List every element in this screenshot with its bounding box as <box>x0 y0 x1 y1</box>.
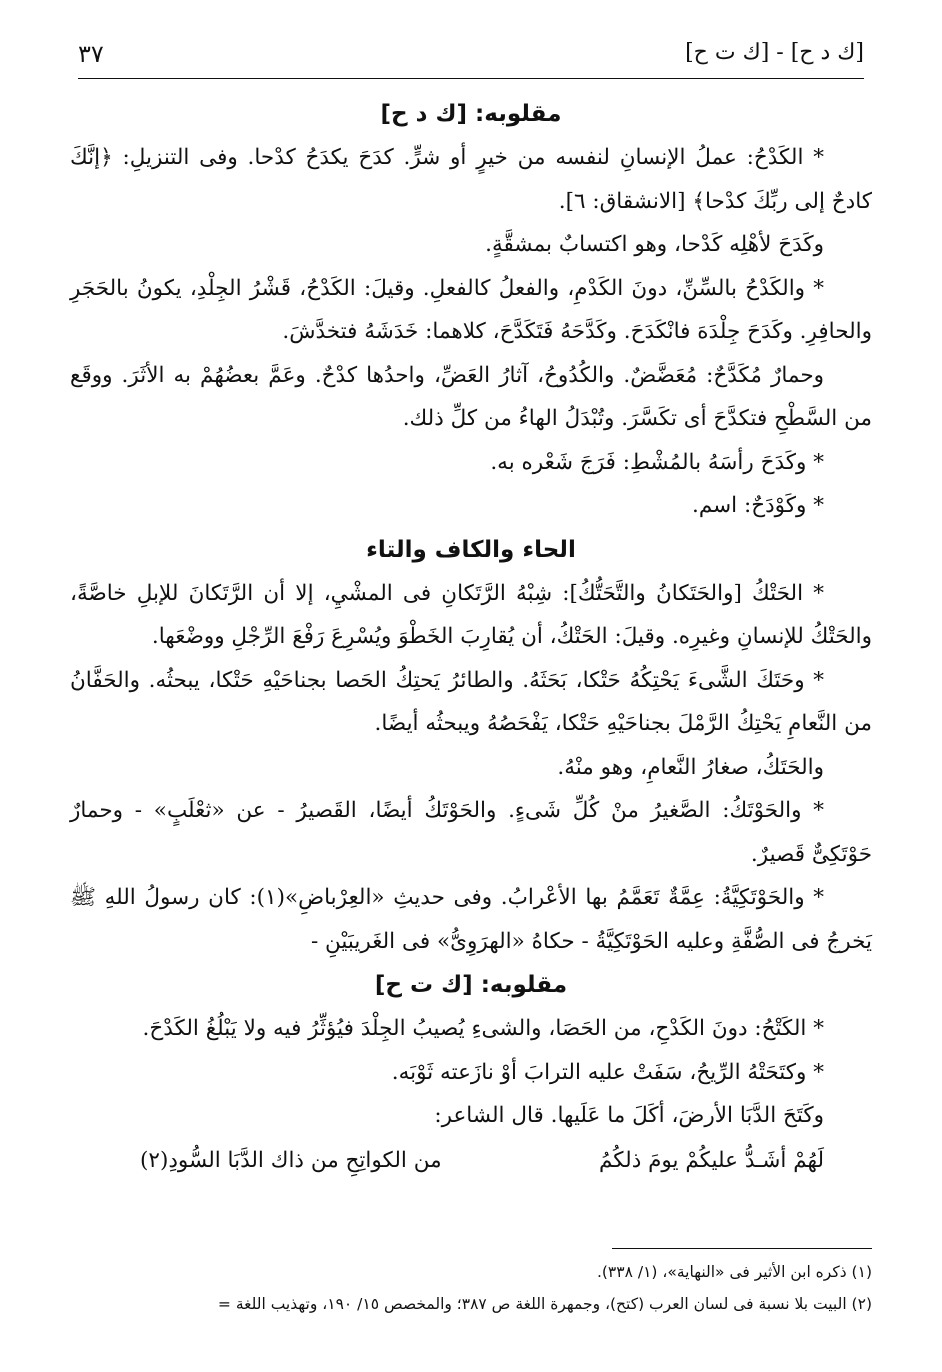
section-heading: مقلوبه: [ك د ح] <box>380 101 562 127</box>
page-header <box>78 38 864 79</box>
footnote: (٢) البيت بلا نسبة فى لسان العرب (كتح)، وجمهرة اللغة ص ٣٨٧؛ والمخصص ١٥/ ١٩٠، وتهذيب اللغة = <box>217 1295 872 1313</box>
section-heading: مقلوبه: [ك ت ح] <box>374 972 568 998</box>
footnote-separator <box>612 1248 872 1249</box>
verse-second-hemistich: من الكواتِحِ من ذاك الدَّبَا السُّودِ(٢) <box>140 1147 442 1173</box>
dictionary-entry: * وكتَحَتْهُ الرِّيحُ، سَفَتْ عليه الترابَ أوْ نازَعته ثَوْبَه. <box>391 1059 824 1085</box>
dictionary-entry: وكَدَحَ لأهْلِه كَدْحا، وهو اكتسابٌ بمشقَّةٍ. <box>485 232 824 257</box>
verse-first-hemistich: لَهُمْ أشَـدُّ عليكُمْ يومَ ذلكُمُ <box>598 1147 824 1173</box>
main-text <box>70 92 872 1184</box>
dictionary-entry: * الكَدْحُ: عملُ الإنسانِ لنفسه من خيرٍ أو شرٍّ. كدَحَ يكدَحُ كدْحا. وفى التنزيلِ: ﴿إنَّكَ كادحٌ إلى ربِّكَ كدْحا﴾ [الانشقاق: ٦]. <box>70 145 872 214</box>
page-number: ٣٧ <box>78 40 104 68</box>
dictionary-entry: * وكَوْدَحٌ: اسم. <box>692 493 824 518</box>
footnote: (١) ذكره ابن الأثير فى «النهاية»، (١/ ٣٣٨). <box>596 1263 872 1281</box>
section-heading: الحاء والكاف والتاء <box>366 536 576 563</box>
dictionary-entry: * والحَوْتَكِيَّةُ: عِمَّةٌ تَعَمَّمُ بها الأعْرابُ. وفى حديثِ «العِرْباضِ»(١): كان رسولُ اللهِ ﷺ يَخرجُ فى الصُّفَّةِ وعليه الحَوْتَكِيَّةُ - حكاهُ «الهرَوِىُّ» فى الغَريبَيْنِ - <box>70 885 872 954</box>
dictionary-entry: * والكَدْحُ بالسِّنِّ، دونَ الكَدْمِ، والفعلُ كالفعلِ. وقيلَ: الكَدْحُ، قَشْرُ الجِلْدِ، يكونُ بالحَجَرِ والحافِرِ. وكَدَحَ جِلْدَهَ فانْكَدَحَ. وكَدَّحَهُ فَتَكَدَّحَ، كلاهما: خَدَشَهُ فتخدَّشَ. <box>70 275 872 344</box>
dictionary-entry: * وكَدَحَ رأسَهُ بالمُشْطِ: فَرَجَ شَعْره به. <box>490 449 824 475</box>
dictionary-entry: * الكَتْحُ: دونَ الكَدْحِ، من الحَصَا، والشىءِ يُصيبُ الجِلْدَ فيُؤثِّرُ فيه ولا يَبْلُغُ الكَدْحَ. <box>142 1016 824 1041</box>
dictionary-entry: * الحَتْكُ [والحَتَكانُ والتَّحَتُّكُ]: شِبْهُ الرَّتَكانِ فى المشْيِ، إلا أن الرَّتَكانَ للإبلِ خاصَّةً، والحَتْكُ للإنسانِ وغيرِه. وقيلَ: الحَتْكُ، أن يُقارِبَ الخَطْوَ ويُسْرِعَ رَفْعَ الرِّجْلِ ووضْعَها. <box>70 580 872 649</box>
dictionary-entry: وكَتَحَ الدَّبَا الأرضَ، أكَلَ ما عَلَيها. قال الشاعر: <box>434 1103 824 1128</box>
poetry-verse <box>70 1138 872 1184</box>
dictionary-entry: * وحَتَكَ الشَّىءَ يَحْتِكُهُ حَتْكا، بَحَثَهُ. والطائرُ يَحتِكُ الحَصا بجناحَيْهِ حَتْكا، يبحثُه. والحَفَّانُ من النَّعامِ يَحْتِكُ الرَّمْلَ بجناحَيْهِ حَتْكا، يَفْحَصُهُ ويبحثُه أيضًا. <box>70 667 872 736</box>
dictionary-entry: والحَتَكُ، صغارُ النَّعامِ، وهو منْهُ. <box>557 754 824 780</box>
dictionary-entry: * والحَوْتَكُ: الصَّغيرُ منْ كُلِّ شَىءٍ. والحَوْتَكُ أيضًا، القَصيرُ - عن «ثعْلَبٍ» - وحمارٌ حَوْتَكِىٌّ قَصيرٌ. <box>70 798 872 867</box>
footnotes <box>70 1256 872 1320</box>
running-head: [ك د ح] - [ك ت ح] <box>685 40 864 65</box>
dictionary-entry: وحمارٌ مُكَدَّحٌ: مُعَضَّضٌ. والكُدُوحُ، آثارُ العَضِّ، واحدُها كدْحٌ. وعَمَّ بعضُهُمْ به الأثَرَ. ووقَع من السَّطْحِ فتكدَّحَ أى تكَسَّرَ. وتُبْدَلُ الهاءُ من كلِّ ذلك. <box>70 362 872 431</box>
